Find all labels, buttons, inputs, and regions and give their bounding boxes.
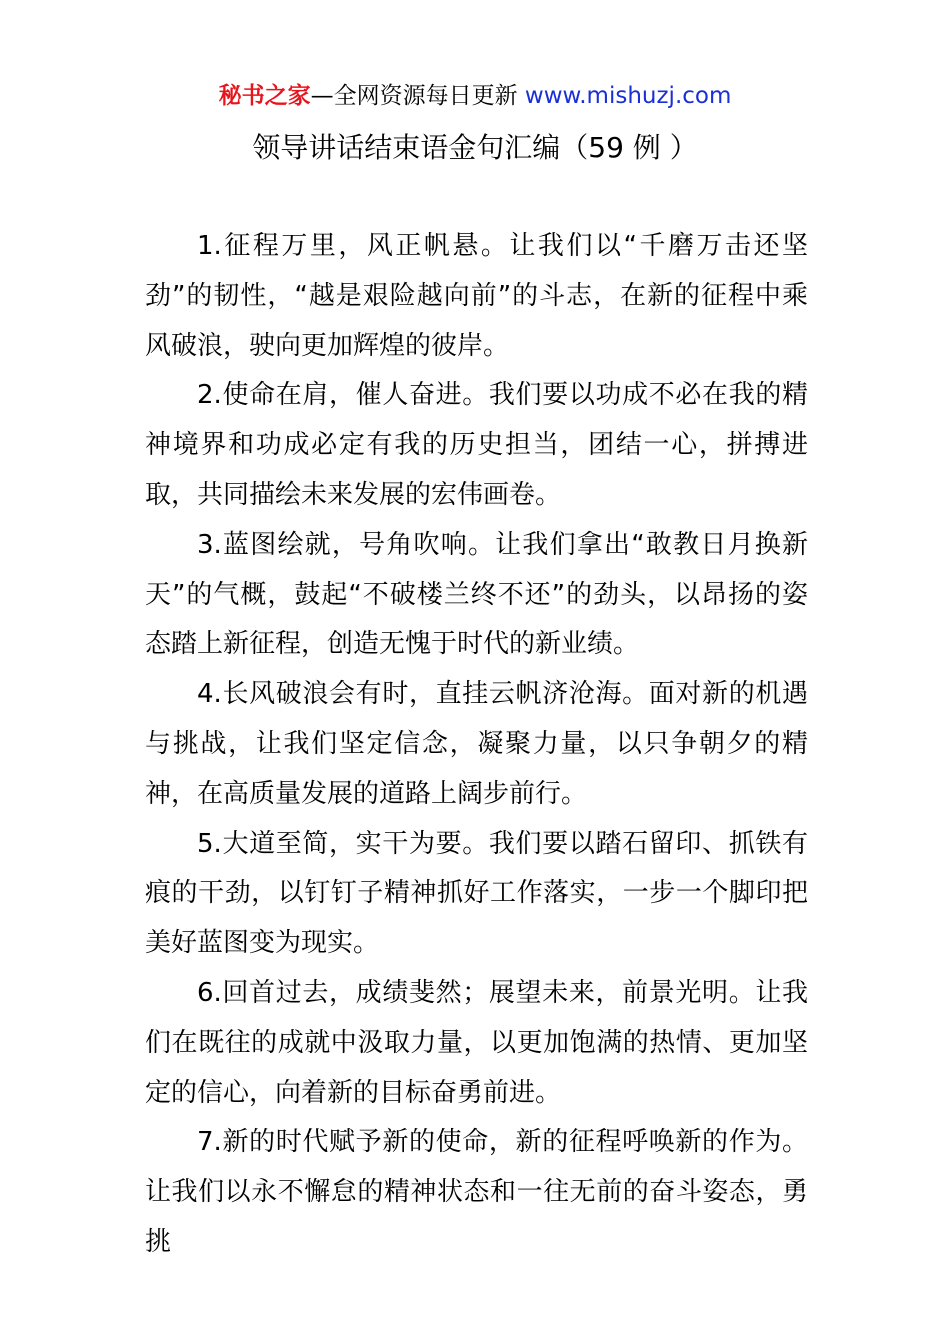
paragraph-7: 7.新的时代赋予新的使命，新的征程呼唤新的作为。让我们以永不懈怠的精神状态和一往无前的奋斗姿态，勇挑 [145,1127,808,1257]
paragraph-3: 3.蓝图绘就，号角吹响。让我们拿出“敢教日月换新天”的气概，鼓起“不破楼兰终不还”的劲头，以昂扬的姿态踏上新征程，创造无愧于时代的新业绩。 [145,529,808,660]
document-body [145,222,808,1268]
paragraph-6: 6.回首过去，成绩斐然；展望未来，前景光明。让我们在既往的成就中汲取力量，以更加饱满的热情、更加坚定的信心，向着新的目标奋勇前进。 [145,977,808,1108]
site-header [0,80,950,112]
paragraph-2: 2.使命在肩，催人奋进。我们要以功成不必在我的精神境界和功成必定有我的历史担当，团结一心，拼搏进取，共同描绘未来发展的宏伟画卷。 [145,380,808,510]
paragraph-4: 4.长风破浪会有时，直挂云帆济沧海。面对新的机遇与挑战，让我们坚定信念，凝聚力量，以只争朝夕的精神，在高质量发展的道路上阔步前行。 [145,679,808,809]
brand-name: 秘书之家 [218,83,311,109]
document-title: 领导讲话结束语金句汇编（59 例 ） [252,131,698,164]
paragraph-5: 5.大道至简，实干为要。我们要以踏石留印、抓铁有痕的干劲，以钉钉子精神抓好工作落实，一步一个脚印把美好蓝图变为现实。 [145,828,808,959]
paragraph-1: 1.征程万里，风正帆悬。让我们以“千磨万击还坚劲”的韧性，“越是艰险越向前”的斗志，在新的征程中乘风破浪，驶向更加辉煌的彼岸。 [145,231,808,361]
header-slogan: —全网资源每日更新 [310,83,518,109]
site-url-link[interactable]: www.mishuzj.com [524,83,732,109]
